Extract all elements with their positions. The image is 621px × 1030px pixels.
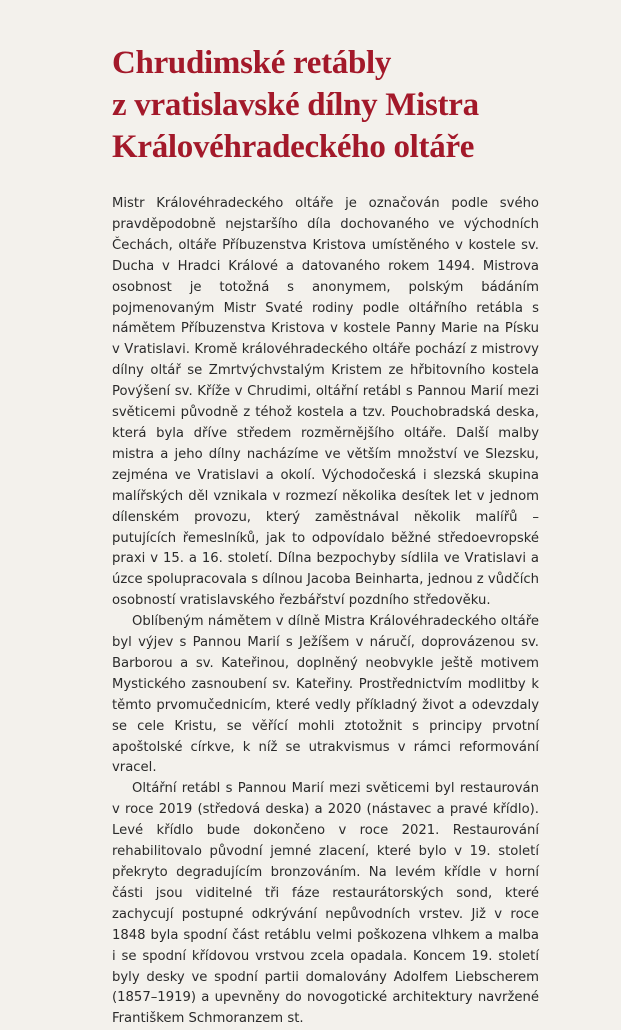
title-line-2: z vratislavské dílny Mistra bbox=[112, 87, 479, 123]
paragraph-2: Oblíbeným námětem v dílně Mistra Královéhradeckého oltáře byl výjev s Pannou Marií s Ježíšem v náručí, doprovázenou sv. Barborou a sv. Kateřinou, doplněný neobvykle ještě motivem Mystického zasnoubení sv. Kateřiny. Prostřednictvím modlitby k těmto prvomučednicím, které vedly příkladný život a odevzdaly se cele Kristu, se věřící mohli ztotožnit s principy prvotní apoštolské církve, k níž se utrakvismus v rámci reformování vracel. bbox=[112, 614, 539, 776]
article-body bbox=[112, 194, 539, 1030]
article-title bbox=[112, 42, 539, 168]
paragraph-1: Mistr Královéhradeckého oltáře je označován podle svého pravděpodobně nejstaršího díla dochovaného ve východních Čechách, oltáře Příbuzenstva Kristova umístěného v kostele sv. Ducha v Hradci Králové a datovaného rokem 1494. Mistrova osobnost je totožná s anonymem, polským bádáním pojmenovaným Mistr Svaté rodiny podle oltářního retábla s námětem Příbuzenstva Kristova v kostele Panny Marie na Písku v Vratislavi. Kromě královéhradeckého oltáře pochází z mistrovy dílny oltář se Zmrtvýchvstalým Kristem ze hřbitovního kostela Povýšení sv. Kříže v Chrudimi, oltářní retábl s Pannou Marií mezi světicemi původně z téhož kostela a tzv. Pouchobradská deska, která byla dříve středem rozměrnějšího oltáře. Další malby mistra a jeho dílny nacházíme ve větším množství ve Slezsku, zejména ve Vratislavi a okolí. Východočeská i slezská skupina malířských děl vznikala v rozmezí několika desítek let v jednom dílenském provozu, který zaměstnával několik malířů – putujících řemeslníků, jak to odpovídalo běžné středoevropské praxi v 15. a 16. století. Dílna bezpochyby sídlila ve Vratislavi a úzce spolupracovala s dílnou Jacoba Beinharta, jednou z vůdčích osobností vratislavského řezbářství pozdního středověku. bbox=[112, 196, 539, 609]
title-line-3: Královéhradeckého oltáře bbox=[112, 129, 475, 165]
paragraph-3: Oltářní retábl s Pannou Marií mezi světicemi byl restaurován v roce 2019 (středová deska) a 2020 (nástavec a pravé křídlo). Levé křídlo bude dokončeno v roce 2021. Restaurování rehabilitovalo původní jemné zlacení, které bylo v 19. století překryto degradujícím bronzováním. Na levém křídle v horní části jsou viditelné tři fáze restaurátorských sond, které zachycují postupné odkrývání nepůvodních vrstev. Již v roce 1848 byla spodní část retáblu velmi poškozena vlhkem a malba i se spodní křídovou vrstvou zcela opadala. Koncem 19. století byly desky ve spodní partii domalovány Adolfem Liebscherem (1857–1919) a upevněny do novogotické architektury navržené Františkem Schmoranzem st. bbox=[112, 781, 539, 1027]
title-line-1: Chrudimské retábly bbox=[112, 45, 392, 81]
